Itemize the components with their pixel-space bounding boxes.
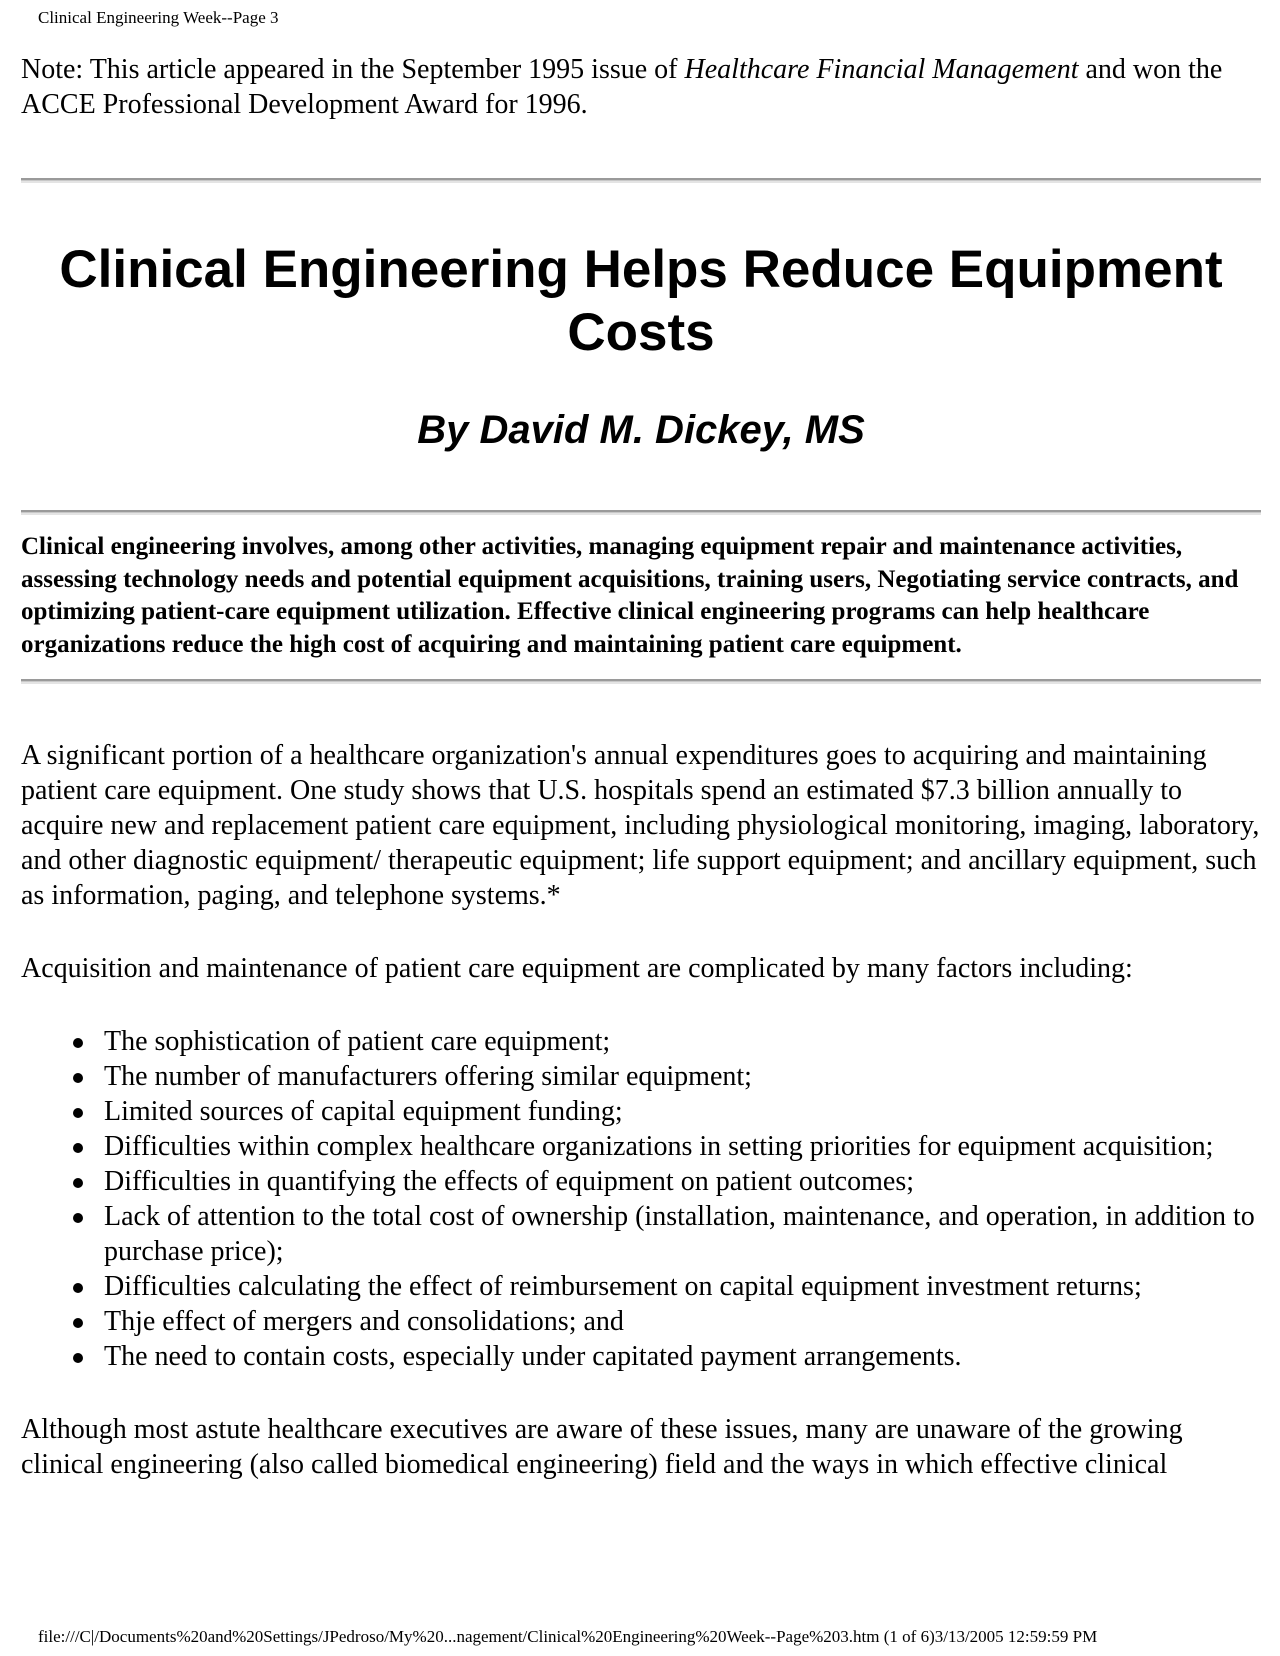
horizontal-rule <box>21 178 1261 183</box>
list-item <box>21 1339 1261 1374</box>
publication-note <box>21 52 1261 122</box>
bullet-icon <box>73 1353 83 1363</box>
list-item-text: Difficulties calculating the effect of reimbursement on capital equipment investment returns; <box>104 1271 1142 1302</box>
bullet-icon <box>73 1213 83 1223</box>
print-footer-path: file:///C|/Documents%20and%20Settings/JPedroso/My%20...nagement/Clinical%20Engineering%20Week--Page%203.htm (1 of 6)3/13/2005 12:59:59 PM <box>38 1627 1098 1646</box>
list-item-text: The need to contain costs, especially under capitated payment arrangements. <box>104 1341 962 1372</box>
bullet-icon <box>73 1073 83 1083</box>
body-paragraph: A significant portion of a healthcare organization's annual expenditures goes to acquiring and maintaining patient care equipment. One study shows that U.S. hospitals spend an estimated $7.3 billion annually to acquire new and replacement patient care equipment, including physiological monitoring, imaging, laboratory, and other diagnostic equipment/ therapeutic equipment; life support equipment; and ancillary equipment, such as information, paging, and telephone systems.* <box>21 740 1260 911</box>
list-item <box>21 1269 1261 1304</box>
list-item-text: Thje effect of mergers and consolidations; and <box>104 1306 624 1337</box>
list-item <box>21 1024 1261 1059</box>
bullet-icon <box>73 1318 83 1328</box>
note-prefix: Note: This article appeared in the September 1995 issue of <box>21 54 685 85</box>
horizontal-rule <box>21 510 1261 515</box>
list-item <box>21 1059 1261 1094</box>
bullet-icon <box>73 1178 83 1188</box>
horizontal-rule <box>21 679 1261 684</box>
article-byline: By David M. Dickey, MS <box>417 408 865 452</box>
list-item-text: Difficulties within complex healthcare organizations in setting priorities for equipment acquisition; <box>104 1131 1214 1162</box>
bullet-icon <box>73 1283 83 1293</box>
bullet-icon <box>73 1038 83 1048</box>
list-item-text: The number of manufacturers offering similar equipment; <box>104 1061 752 1092</box>
list-item-text: Limited sources of capital equipment funding; <box>104 1096 623 1127</box>
bullet-icon <box>73 1143 83 1153</box>
list-item <box>21 1199 1261 1269</box>
list-item-text: Difficulties in quantifying the effects of equipment on patient outcomes; <box>104 1166 914 1197</box>
article-title: Clinical Engineering Helps Reduce Equipment Costs <box>59 240 1223 362</box>
body-paragraph: Acquisition and maintenance of patient care equipment are complicated by many factors including: <box>21 953 1133 984</box>
article-abstract: Clinical engineering involves, among other activities, managing equipment repair and maintenance activities, assessing technology needs and potential equipment acquisitions, training users, Negotiating service contracts, and optimizing patient-care equipment utilization. Effective clinical engineering programs can help healthcare organizations reduce the high cost of acquiring and maintaining patient care equipment. <box>21 533 1239 658</box>
body-paragraph: Although most astute healthcare executives are aware of these issues, many are unaware of the growing clinical engineering (also called biomedical engineering) field and the ways in which effective clinical <box>21 1414 1183 1480</box>
document-content <box>21 52 1261 1482</box>
print-header-title: Clinical Engineering Week--Page 3 <box>38 8 279 27</box>
list-item-text: Lack of attention to the total cost of ownership (installation, maintenance, and operation, in addition to purchase price); <box>104 1201 1255 1267</box>
list-item-text: The sophistication of patient care equipment; <box>104 1026 611 1057</box>
list-item <box>21 1129 1261 1164</box>
list-item <box>21 1094 1261 1129</box>
bullet-icon <box>73 1108 83 1118</box>
list-item <box>21 1164 1261 1199</box>
note-publication: Healthcare Financial Management <box>684 54 1079 85</box>
note-suffix: and won the ACCE Professional Development Award for 1996. <box>21 54 1223 120</box>
factors-list <box>21 1024 1261 1374</box>
list-item <box>21 1304 1261 1339</box>
